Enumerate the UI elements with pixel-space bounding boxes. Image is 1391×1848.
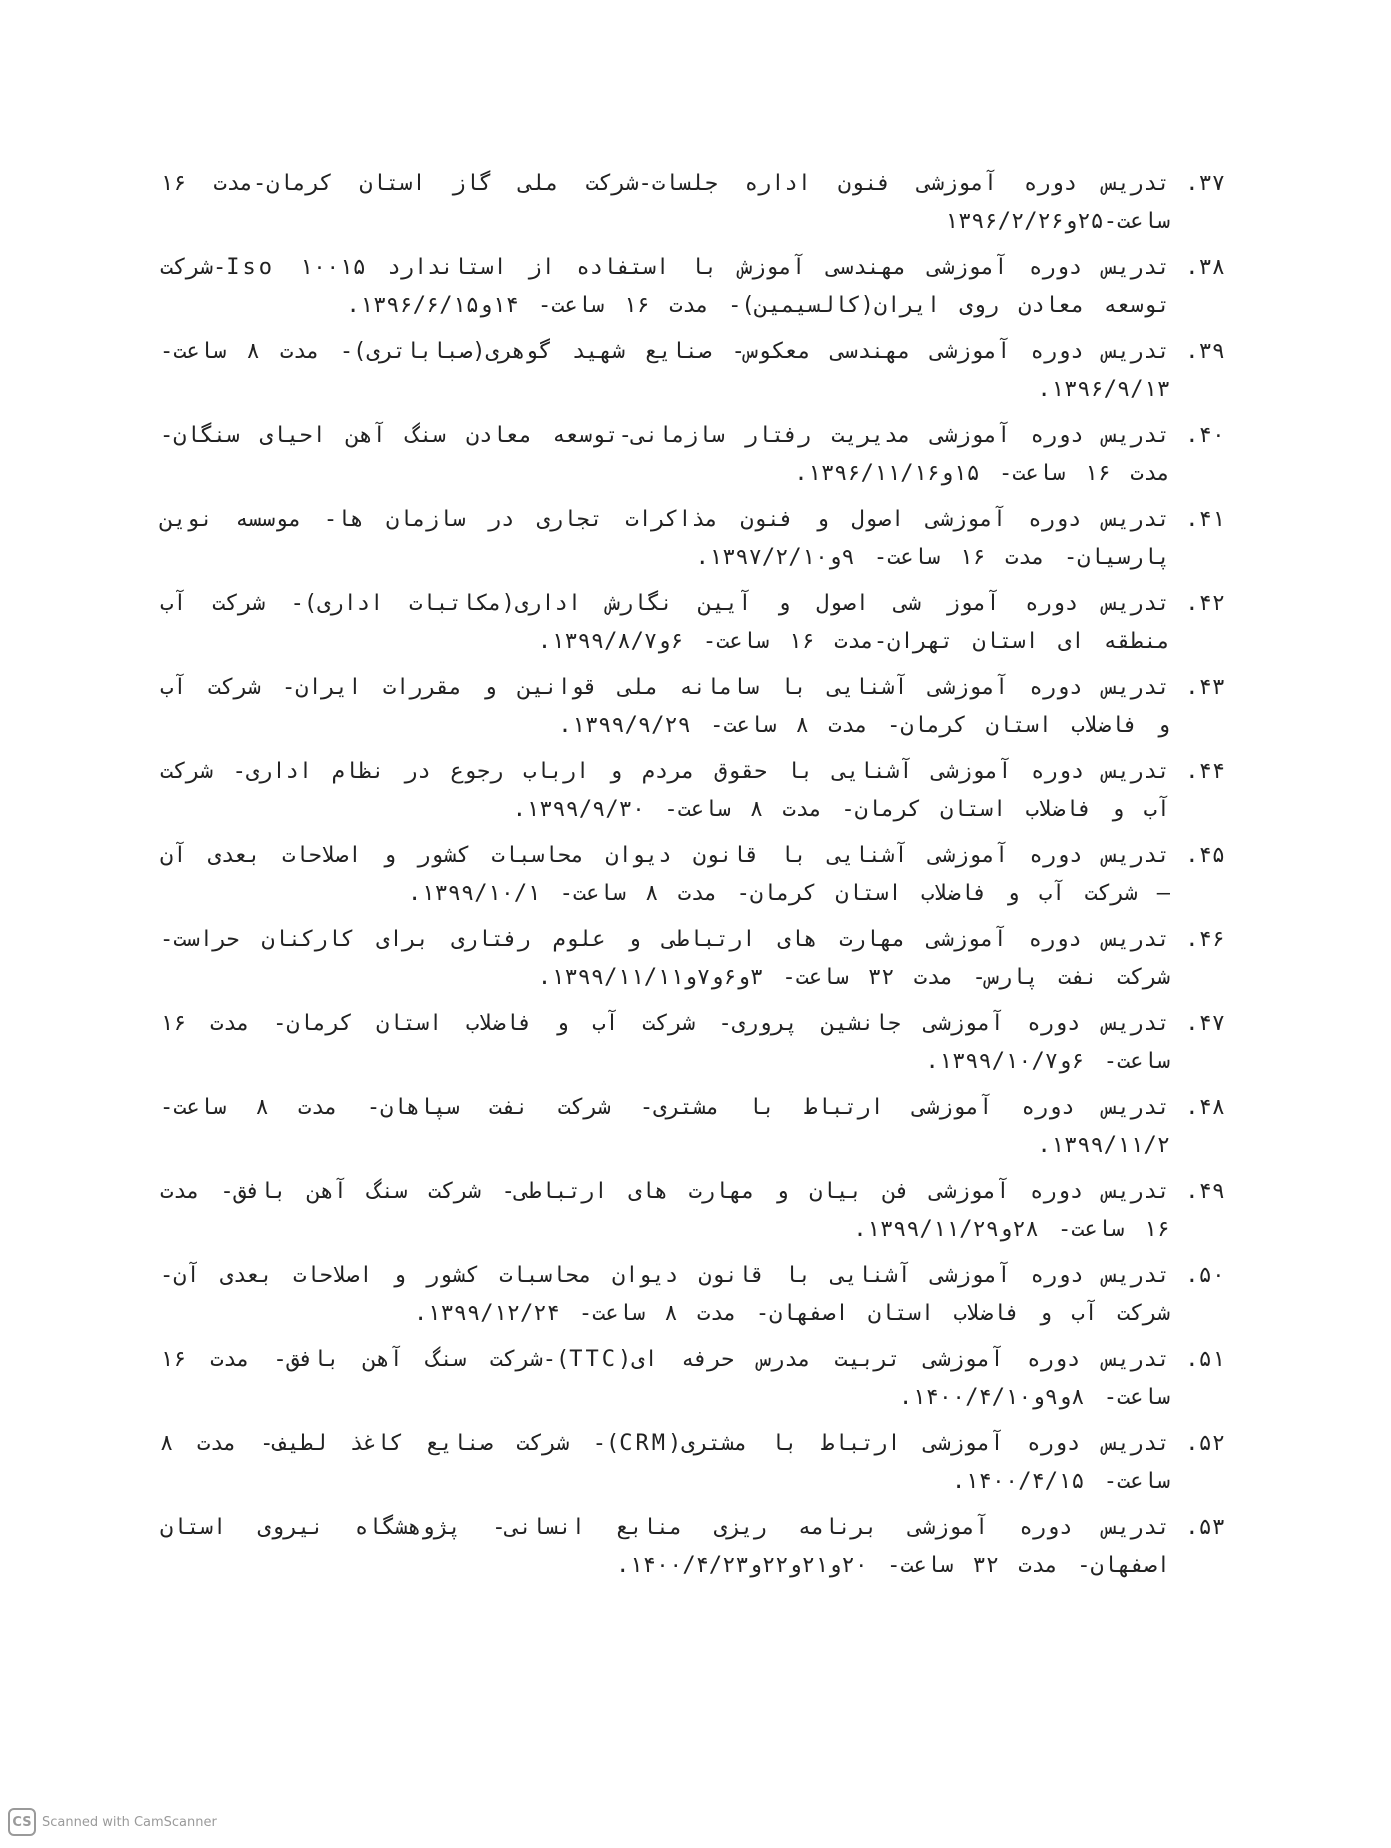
- item-text: تدریس دوره آموزشی برنامه ریزی منابع انسانی- پژوهشگاه نیروی استان اصفهان- مدت ۳۲ ساعت- ۲۰و۲۱و۲۲و۱۴۰۰/۴/۲۳.: [160, 1515, 1170, 1578]
- list-item: [160, 501, 1225, 577]
- item-number: ۳۷.: [1185, 171, 1225, 196]
- list-item: [160, 165, 1225, 241]
- item-number: ۵۳.: [1185, 1515, 1225, 1540]
- item-number: ۳۸.: [1185, 255, 1225, 280]
- item-text: تدریس دوره آموزشی مهارت های ارتباطی و علوم رفتاری برای کارکنان حراست- شرکت نفت پارس- مدت ۳۲ ساعت- ۳و۶و۷و۱۳۹۹/۱۱/۱۱.: [160, 927, 1170, 990]
- list-item: [160, 837, 1225, 913]
- course-list: [160, 165, 1225, 1593]
- item-number: ۵۱.: [1185, 1347, 1225, 1372]
- list-item: [160, 249, 1225, 325]
- item-number: ۴۸.: [1185, 1095, 1225, 1120]
- list-item: [160, 1005, 1225, 1081]
- item-number: ۵۲.: [1185, 1431, 1225, 1456]
- camscanner-watermark: [8, 1808, 217, 1836]
- item-number: ۴۱.: [1185, 507, 1225, 532]
- list-item: [160, 921, 1225, 997]
- list-item: [160, 1341, 1225, 1417]
- item-number: ۳۹.: [1185, 339, 1225, 364]
- item-text: تدریس دوره آموزشی آشنایی با قانون دیوان محاسبات کشور و اصلاحات بعدی آن – شرکت آب و فاضلاب استان کرمان- مدت ۸ ساعت- ۱۳۹۹/۱۰/۱.: [160, 843, 1170, 906]
- watermark-text: Scanned with CamScanner: [42, 1814, 217, 1830]
- item-text: تدریس دوره آموزشی مهندسی معکوس- صنایع شهید گوهری(صباباتری)- مدت ۸ ساعت- ۱۳۹۶/۹/۱۳.: [160, 339, 1170, 402]
- item-number: ۴۳.: [1185, 675, 1225, 700]
- item-text: تدریس دوره آموزشی مهندسی آموزش با استفاده از استاندارد Iso ۱۰۰۱۵-شرکت توسعه معادن روی ایران(کالسیمین)- مدت ۱۶ ساعت- ۱۴و۱۳۹۶/۶/۱۵.: [160, 255, 1170, 318]
- item-text: تدریس دوره آموزشی آشنایی با قانون دیوان محاسبات کشور و اصلاحات بعدی آن- شرکت آب و فاضلاب استان اصفهان- مدت ۸ ساعت- ۱۳۹۹/۱۲/۲۴.: [160, 1263, 1170, 1326]
- list-item: [160, 1257, 1225, 1333]
- item-text: تدریس دوره آموزشی تربیت مدرس حرفه ای(TTC)-شرکت سنگ آهن بافق- مدت ۱۶ ساعت- ۸و۹و۱۴۰۰/۴/۱۰.: [160, 1347, 1170, 1410]
- item-text: تدریس دوره آموزشی آشنایی با سامانه ملی قوانین و مقررات ایران- شرکت آب و فاضلاب استان کرمان- مدت ۸ ساعت- ۱۳۹۹/۹/۲۹.: [160, 675, 1170, 738]
- item-text: تدریس دوره آموزشی فنون اداره جلسات-شرکت ملی گاز استان کرمان-مدت ۱۶ ساعت-۲۵و۱۳۹۶/۲/۲۶: [160, 171, 1170, 234]
- list-item: [160, 417, 1225, 493]
- item-text: تدریس دوره آموزشی آشنایی با حقوق مردم و ارباب رجوع در نظام اداری- شرکت آب و فاضلاب استان کرمان- مدت ۸ ساعت- ۱۳۹۹/۹/۳۰.: [160, 759, 1170, 822]
- item-text: تدریس دوره آموزشی جانشین پروری- شرکت آب و فاضلاب استان کرمان- مدت ۱۶ ساعت- ۶و۱۳۹۹/۱۰/۷.: [160, 1011, 1170, 1074]
- item-text: تدریس دوره آموزشی فن بیان و مهارت های ارتباطی- شرکت سنگ آهن بافق- مدت ۱۶ ساعت- ۲۸و۱۳۹۹/۱۱/۲۹.: [160, 1179, 1170, 1242]
- list-item: [160, 333, 1225, 409]
- item-number: ۴۶.: [1185, 927, 1225, 952]
- item-number: ۴۹.: [1185, 1179, 1225, 1204]
- list-item: [160, 1089, 1225, 1165]
- item-text: تدریس دوره آموزشی ارتباط با مشتری- شرکت نفت سپاهان- مدت ۸ ساعت- ۱۳۹۹/۱۱/۲.: [160, 1095, 1170, 1158]
- list-item: [160, 669, 1225, 745]
- list-item: [160, 1509, 1225, 1585]
- item-text: تدریس دوره آموزشی ارتباط با مشتری(CRM)- شرکت صنایع کاغذ لطیف- مدت ۸ ساعت- ۱۴۰۰/۴/۱۵.: [160, 1431, 1170, 1494]
- item-number: ۵۰.: [1185, 1263, 1225, 1288]
- list-item: [160, 1425, 1225, 1501]
- list-item: [160, 753, 1225, 829]
- item-text: تدریس دوره آموز شی اصول و آیین نگارش اداری(مکاتبات اداری)- شرکت آب منطقه ای استان تهران-مدت ۱۶ ساعت- ۶و۱۳۹۹/۸/۷.: [160, 591, 1170, 654]
- item-number: ۴۰.: [1185, 423, 1225, 448]
- camscanner-logo-icon: CS: [8, 1808, 36, 1836]
- item-number: ۴۴.: [1185, 759, 1225, 784]
- item-text: تدریس دوره آموزشی مدیریت رفتار سازمانی-توسعه معادن سنگ آهن احیای سنگان- مدت ۱۶ ساعت- ۱۵و۱۳۹۶/۱۱/۱۶.: [160, 423, 1170, 486]
- list-item: [160, 585, 1225, 661]
- item-number: ۴۵.: [1185, 843, 1225, 868]
- item-number: ۴۲.: [1185, 591, 1225, 616]
- item-text: تدریس دوره آموزشی اصول و فنون مذاکرات تجاری در سازمان ها- موسسه نوین پارسیان- مدت ۱۶ ساعت- ۹و۱۳۹۷/۲/۱۰.: [160, 507, 1170, 570]
- list-item: [160, 1173, 1225, 1249]
- item-number: ۴۷.: [1185, 1011, 1225, 1036]
